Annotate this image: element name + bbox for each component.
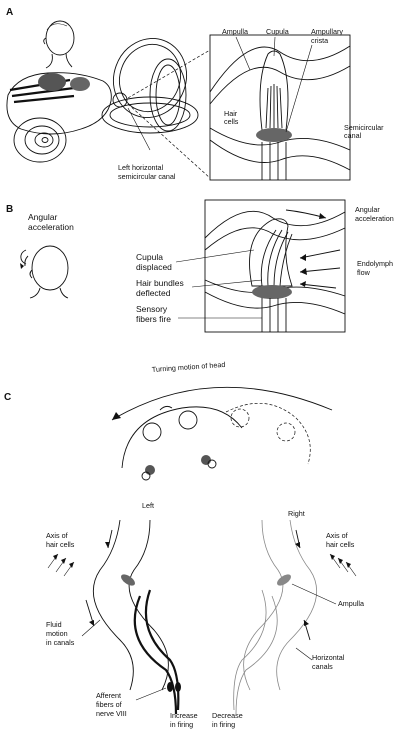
right-ampulla xyxy=(275,572,293,588)
inner-ear-icons xyxy=(142,455,216,480)
label-cupula-displaced: Cupula xyxy=(136,252,163,262)
label-right: Right xyxy=(288,509,305,518)
label-decrease-firing-2: in firing xyxy=(212,720,236,729)
axis-arrows-left xyxy=(48,554,74,576)
label-semicircular-canal: Semicircular xyxy=(344,123,384,132)
head-icon xyxy=(44,21,74,68)
panel-a-letter: A xyxy=(6,7,14,18)
panel-a xyxy=(0,0,384,181)
label-afferent-fibers-3: nerve VIII xyxy=(96,709,127,718)
label-angular-accel-right: Angular xyxy=(355,205,380,214)
label-left: Left xyxy=(142,501,154,510)
label-axis-left: Axis of xyxy=(46,531,68,540)
label-hair-cells: Hair xyxy=(224,109,238,118)
leader-ampulla xyxy=(236,37,250,70)
label-turning-motion: Turning motion of head xyxy=(151,359,226,374)
label-ampulla: Ampulla xyxy=(222,27,248,36)
leader-cupula xyxy=(274,37,275,56)
panel-c-letter: C xyxy=(4,392,12,403)
head-profile-icon xyxy=(20,246,68,298)
label-axis-left-2: hair cells xyxy=(46,540,75,549)
label-fluid-motion: Fluid xyxy=(46,620,62,629)
label-afferent-fibers: Afferent xyxy=(96,691,122,700)
label-hair-cells-2: cells xyxy=(224,117,239,126)
leader-horizontal-canals xyxy=(296,648,312,660)
panel-b-letter: B xyxy=(6,204,14,215)
head-top-view xyxy=(122,406,242,468)
label-left-horizontal-canal: Left horizontal semicircular canal xyxy=(118,163,176,181)
label-semicircular-canal-2: canal xyxy=(344,131,362,140)
label-sensory-fibers-2: fibers fire xyxy=(136,314,171,324)
label-hair-bundles: Hair bundles xyxy=(136,278,184,288)
leader-cupula-displaced xyxy=(176,250,254,262)
label-cupula-displaced-2: displaced xyxy=(136,262,172,272)
label-axis-right-2: hair cells xyxy=(326,540,355,549)
label-endolymph-flow: Endolymph xyxy=(357,259,393,268)
label-sensory-fibers: Sensory xyxy=(136,304,168,314)
left-horizontal-canal xyxy=(86,520,181,714)
displaced-cupula-section xyxy=(205,210,345,332)
label-horizontal-canals-2: canals xyxy=(312,662,333,671)
label-ampullary-crista-2: crista xyxy=(311,36,329,45)
label-afferent-fibers-2: fibers of xyxy=(96,700,122,709)
leader-afferent xyxy=(136,688,166,700)
label-increase-firing-2: in firing xyxy=(170,720,194,729)
turning-arc xyxy=(112,387,332,420)
label-hair-bundles-2: deflected xyxy=(136,288,171,298)
label-angular-accel-left: Angular xyxy=(28,212,58,222)
label-horizontal-canals: Horizontal xyxy=(312,653,345,662)
label-angular-accel-right-2: acceleration xyxy=(355,214,394,223)
label-endolymph-flow-2: flow xyxy=(357,268,370,277)
label-fluid-motion-3: in canals xyxy=(46,638,75,647)
label-fluid-motion-2: motion xyxy=(46,629,68,638)
label-axis-right: Axis of xyxy=(326,531,348,540)
label-cupula: Cupula xyxy=(266,27,289,36)
label-decrease-firing: Decrease xyxy=(212,711,243,720)
inner-ear-drawing xyxy=(7,28,198,162)
label-ampullary-crista: Ampullary xyxy=(311,27,343,36)
leader-ampulla-c xyxy=(292,584,336,604)
leader-crista xyxy=(286,45,312,132)
label-ampulla-c: Ampulla xyxy=(338,599,364,608)
axis-arrows-right xyxy=(330,554,356,576)
left-ampulla xyxy=(119,572,137,588)
displaced-cupula-box xyxy=(205,200,345,332)
label-increase-firing: Increase xyxy=(170,711,198,720)
right-horizontal-canal xyxy=(234,520,317,714)
head-rotated-dashed xyxy=(226,403,310,464)
label-angular-accel-left-2: acceleration xyxy=(28,222,74,232)
